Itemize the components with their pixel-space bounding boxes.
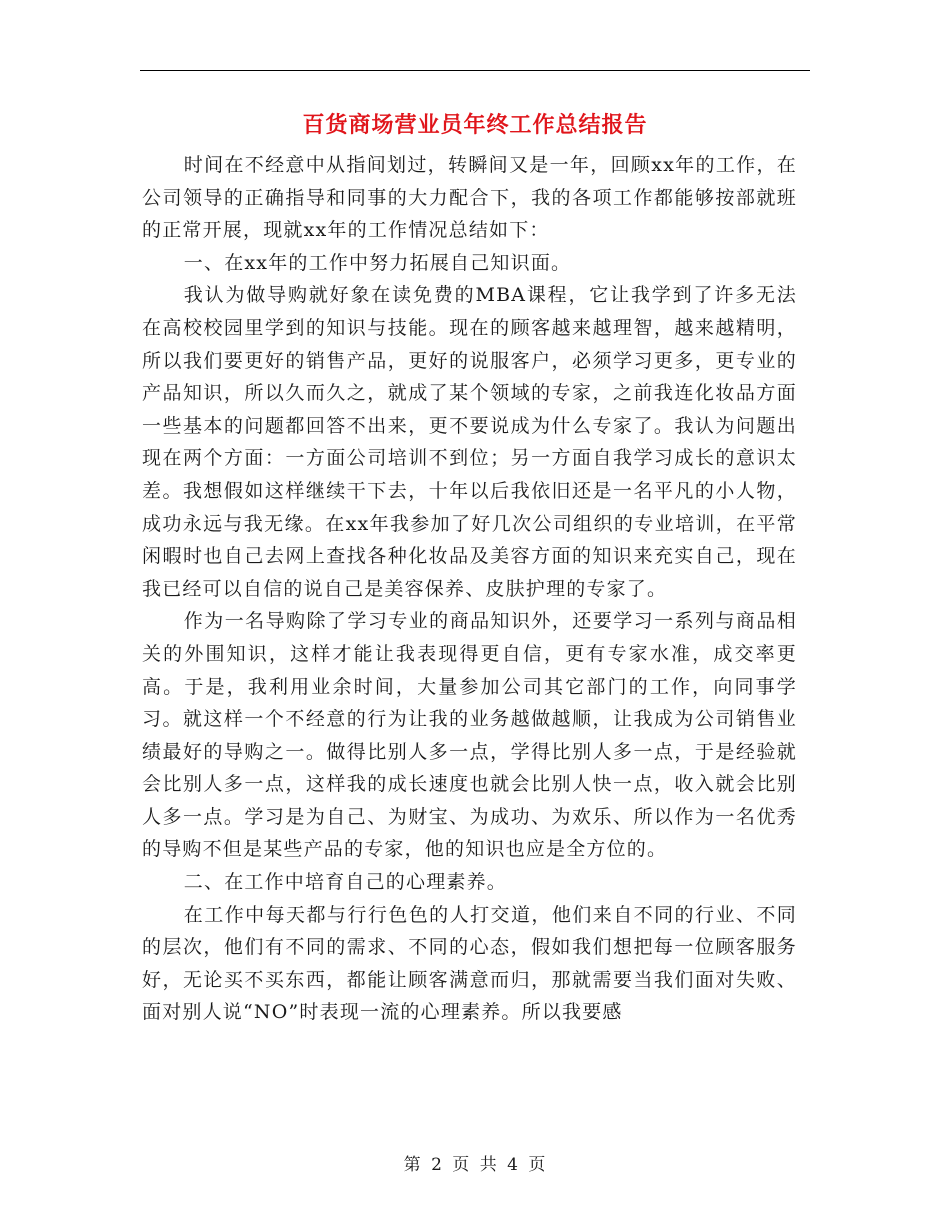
body-paragraph: 作为一名导购除了学习专业的商品知识外，还要学习一系列与商品相关的外围知识，这样才能让我表现得更自信，更有专家水准，成交率更高。于是，我利用业余时间，大量参加公司其它部门的工作，向同事学习。就这样一个不经意的行为让我的业务越做越顺，让我成为公司销售业绩最好的导购之一。做得比别人多一点，学得比别人多一点，于是经验就会比别人多一点，这样我的成长速度也就会比别人快一点，收入就会比别人多一点。学习是为自己、为财宝、为成功、为欢乐、所以作为一名优秀的导购不但是某些产品的专家，他的知识也应是全方位的。: [142, 610, 797, 861]
section-heading-1: 一、在xx年的工作中努力拓展自己知识面。: [183, 251, 572, 274]
section-heading-2: 二、在工作中培育自己的心理素养。: [183, 871, 507, 894]
intro-paragraph: 时间在不经意中从指间划过，转瞬间又是一年，回顾xx年的工作，在公司领导的正确指导和同事的大力配合下，我的各项工作都能够按部就班的正常开展，现就xx年的工作情况总结如下：: [142, 154, 797, 242]
header-rule: [140, 70, 810, 71]
document-body: [142, 149, 797, 1029]
body-paragraph: 在工作中每天都与行行色色的人打交道，他们来自不同的行业、不同的层次，他们有不同的需求、不同的心态，假如我们想把每一位顾客服务好，无论买不买东西，都能让顾客满意而归，那就需要当我们面对失败、面对别人说“NO”时表现一流的心理素养。所以我要感: [142, 903, 797, 1024]
document-title: 百货商场营业员年终工作总结报告: [302, 112, 648, 138]
page-number-footer: 第 2 页 共 4 页: [403, 1155, 547, 1175]
body-paragraph: 我认为做导购就好象在读免费的MBA课程，它让我学到了许多无法在高校校园里学到的知识与技能。现在的顾客越来越理智，越来越精明，所以我们要更好的销售产品，更好的说服客户，必须学习更多，更专业的产品知识，所以久而久之，就成了某个领域的专家，之前我连化妆品方面一些基本的问题都回答不出来，更不要说成为什么专家了。我认为问题出现在两个方面：一方面公司培训不到位；另一方面自我学习成长的意识太差。我想假如这样继续干下去，十年以后我依旧还是一名平凡的小人物，成功永远与我无缘。在xx年我参加了好几次公司组织的专业培训，在平常闲暇时也自己去网上查找各种化妆品及美容方面的知识来充实自己，现在我已经可以自信的说自己是美容保养、皮肤护理的专家了。: [142, 284, 797, 600]
